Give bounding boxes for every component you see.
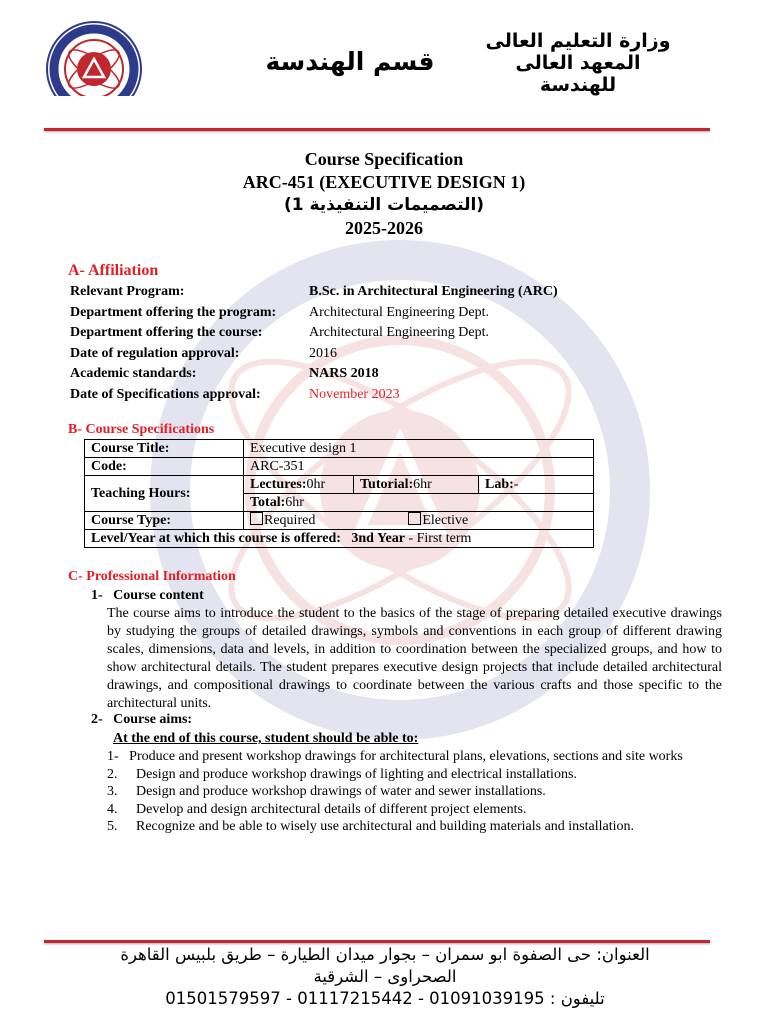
table-row	[85, 458, 594, 476]
ministry-line: المعهد العالى	[515, 52, 641, 74]
affiliation-row	[70, 282, 558, 303]
affiliation-label: Department offering the program:	[70, 304, 277, 320]
address-line: العنوان: حى الصفوة ابو سمران – بجوار ميدان الطيارة – طريق بلبيس القاهرة	[120, 945, 650, 964]
aim-text: Design and produce workshop drawings of lighting and electrical installations.	[136, 766, 577, 782]
ministry-line: للهندسة	[539, 74, 617, 96]
required-label: Required	[264, 513, 316, 528]
affiliation-value: Architectural Engineering Dept.	[309, 325, 489, 340]
aim-item: 1- Produce and present workshop drawings for architectural plans, elevations, sections and site works	[107, 749, 683, 764]
affiliation-label: Department offering the course:	[70, 325, 263, 340]
arabic-course-title: (التصميمات التنفيذية 1)	[283, 195, 485, 215]
table-row	[85, 476, 594, 494]
aim-number: 2.	[107, 766, 118, 782]
lectures-cell	[244, 476, 354, 494]
course-specs-table	[84, 439, 594, 548]
table-row	[85, 440, 594, 458]
required-checkbox[interactable]	[250, 512, 263, 525]
tutorial-label: Tutorial:	[360, 477, 414, 492]
course-type-label: Course Type:	[85, 512, 244, 530]
level-value: 3nd Year	[351, 531, 405, 546]
elective-checkbox[interactable]	[408, 512, 421, 525]
course-title-value: Executive design 1	[244, 440, 594, 458]
code-value: ARC-351	[244, 458, 594, 476]
lectures-value: 0hr	[306, 477, 326, 492]
aim-item	[107, 766, 722, 784]
aim-item	[107, 801, 722, 819]
header-divider	[44, 128, 710, 131]
code-label: Code:	[85, 458, 244, 476]
total-value: 6hr	[285, 495, 304, 510]
aim-text: Recognize and be able to wisely use architectural and building materials and installation.	[136, 819, 635, 834]
level-cell	[85, 530, 594, 548]
affiliation-label: Relevant Program:	[70, 284, 185, 299]
affiliation-label: Academic standards:	[70, 366, 197, 381]
affiliation-heading: A- Affiliation	[68, 262, 159, 279]
aim-text: Design and produce workshop drawings of water and sewer installations.	[136, 784, 546, 799]
total-cell	[244, 494, 594, 512]
affiliation-row	[70, 385, 558, 406]
course-content-text: The course aims to introduce the student to the basics of the stage of preparing detailed executive drawings by studying the groups of detailed drawings, symbols and conventions in each group of different drawing scales, dimensions, data and levels, in addition to coordination between the specialized groups, and how to show architectural details. The student prepares executive design projects that include detailed architectural drawings, and compositional drawings to coordinate between the various crafts and those specific to the architectural units.	[107, 606, 722, 711]
academic-year: 2025-2026	[345, 218, 423, 238]
course-specs-heading: B- Course Specifications	[68, 422, 215, 437]
footer-address	[40, 944, 730, 1010]
aim-number: 4.	[107, 801, 118, 817]
phone-line: تليفون : 01091039195 - 01117215442 - 01501579597	[165, 989, 605, 1008]
title-line: Course Specification	[304, 149, 464, 169]
affiliation-table	[70, 282, 558, 405]
lab-value: -	[513, 477, 519, 492]
lectures-label: Lectures:	[250, 477, 307, 492]
affiliation-label: Date of regulation approval:	[70, 345, 240, 361]
tutorial-value: 6hr	[413, 477, 432, 492]
department-title: قسم الهندسة	[265, 47, 435, 76]
aims-intro: At the end of this course, student should be able to:	[113, 731, 419, 746]
professional-heading: C- Professional Information	[68, 569, 236, 584]
aim-item	[107, 783, 722, 801]
aims-list	[107, 748, 722, 836]
elective-label: Elective	[422, 513, 469, 528]
course-type-options	[244, 512, 594, 530]
table-row	[85, 512, 594, 530]
aim-text: Develop and design architectural details of different project elements.	[136, 801, 527, 817]
term-value: - First term	[404, 531, 472, 546]
ministry-line: وزارة التعليم العالى	[485, 30, 671, 52]
document-title	[184, 148, 584, 240]
affiliation-value: Architectural Engineering Dept.	[309, 304, 489, 320]
affiliation-row	[70, 364, 558, 385]
course-title-label: Course Title:	[85, 440, 244, 458]
level-label: Level/Year at which this course is offered:	[91, 531, 341, 546]
tutorial-cell	[354, 476, 479, 494]
affiliation-value: NARS 2018	[309, 366, 379, 381]
affiliation-value: November 2023	[309, 386, 400, 402]
affiliation-row	[70, 323, 558, 344]
course-content-heading: 1- Course content	[91, 588, 204, 603]
header-clip	[0, 96, 768, 130]
aim-item	[107, 818, 722, 836]
total-label: Total:	[250, 495, 286, 510]
lab-cell	[479, 476, 594, 494]
affiliation-value: B.Sc. in Architectural Engineering (ARC)	[309, 284, 558, 299]
course-code-title: ARC-451 (EXECUTIVE DESIGN 1)	[242, 172, 526, 192]
aim-number: 3.	[107, 784, 118, 799]
affiliation-row	[70, 303, 558, 324]
address-line: الصحراوى – الشرقية	[313, 967, 457, 986]
footer-divider	[44, 940, 710, 943]
affiliation-row	[70, 344, 558, 365]
course-aims-heading: 2- Course aims:	[91, 712, 193, 727]
aim-number: 5.	[107, 819, 118, 834]
table-row	[85, 530, 594, 548]
teaching-hours-label: Teaching Hours:	[85, 476, 244, 512]
affiliation-label: Date of Specifications approval:	[70, 386, 261, 402]
affiliation-value: 2016	[309, 345, 337, 361]
lab-label: Lab:	[485, 477, 514, 492]
